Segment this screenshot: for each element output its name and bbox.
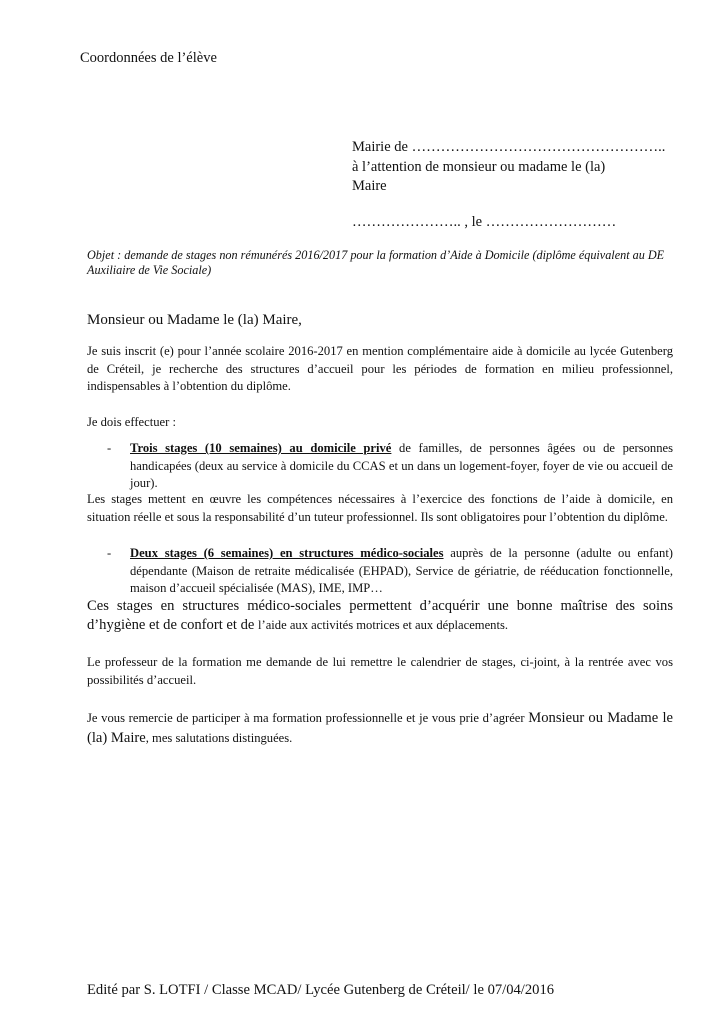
recipient-line-2: à l’attention de monsieur ou madame le (la): [352, 158, 606, 175]
list-item-text: [130, 440, 673, 493]
list-item-bold: Trois stages (10 semaines) au domicile privé: [130, 441, 392, 455]
recipient-address: [352, 138, 665, 197]
closing-start: Je vous remercie de participer à ma formation professionnelle et je vous prie d’agréer: [87, 711, 529, 725]
list-item-1: [87, 440, 673, 493]
body-paragraph-1: Je suis inscrit (e) pour l’année scolaire 2016-2017 en mention complémentaire aide à domicile au lycée Gutenberg de Créteil, je recherche des structures d’accueil pour les périodes de formation en milieu professionnel, indispensables à l’obtention du diplôme.: [87, 344, 673, 393]
student-info-heading: Coordonnées de l’élève: [80, 50, 217, 66]
footer-credit: Edité par S. LOTFI / Classe MCAD/ Lycée Gutenberg de Créteil/ le 07/04/2016: [87, 982, 555, 998]
salutation: Monsieur ou Madame le (la) Maire,: [87, 312, 302, 328]
body-paragraph-4: [87, 597, 673, 635]
closing-addressee: Monsieur ou Madame le (la) Maire: [87, 710, 673, 746]
list-item-rest: auprès de la personne (adulte ou enfant) dépendante (Maison de retraite médicalisée (EHPAD), Service de gériatrie, de rééducation fonctionnelle, maison d’accueil spécialisée (MAS), IME, IMP…: [130, 546, 674, 595]
closing-end: , mes salutations distinguées.: [145, 731, 293, 745]
paragraph-4-end: l’aide aux activités motrices et aux déplacements.: [258, 618, 509, 632]
body-paragraph-3: Les stages mettent en œuvre les compétences nécessaires à l’exercice des fonctions de l’aide à domicile, en situation réelle et sous la responsabilité d’un tuteur professionnel. Ils sont obligatoires pour l’obtention du diplôme.: [87, 492, 673, 524]
recipient-line-1: Mairie de ……………………………………………..: [352, 139, 666, 155]
paragraph-4-main: Ces stages en structures médico-sociales permettent d’acquérir une bonne maîtrise des soins d’hygiène et de confort et de: [87, 598, 673, 633]
list-item-rest: de familles, de personnes âgées ou de personnes handicapées (deux au service à domicile du CCAS et un dans un logement-foyer, foyer de vie ou accueil de jour).: [130, 441, 673, 490]
recipient-line-3: Maire: [352, 178, 387, 194]
place-date-line: ………………….. , le ………………………: [352, 214, 617, 230]
list-item-text: [130, 545, 673, 598]
list-dash: -: [107, 441, 112, 455]
list-item-bold: Deux stages (6 semaines) en structures médico-sociales: [130, 546, 444, 560]
closing-paragraph: [87, 708, 673, 748]
body-paragraph-2: Je dois effectuer :: [87, 415, 176, 429]
list-item-2: [87, 545, 673, 598]
list-dash: -: [107, 546, 112, 560]
letter-subject: Objet : demande de stages non rémunérés 2016/2017 pour la formation d’Aide à Domicile (diplôme équivalent au DE Auxiliaire de Vie Sociale): [87, 248, 665, 277]
body-paragraph-5: Le professeur de la formation me demande de lui remettre le calendrier de stages, ci-joint, à la rentrée avec vos possibilités d’accueil.: [87, 655, 673, 687]
